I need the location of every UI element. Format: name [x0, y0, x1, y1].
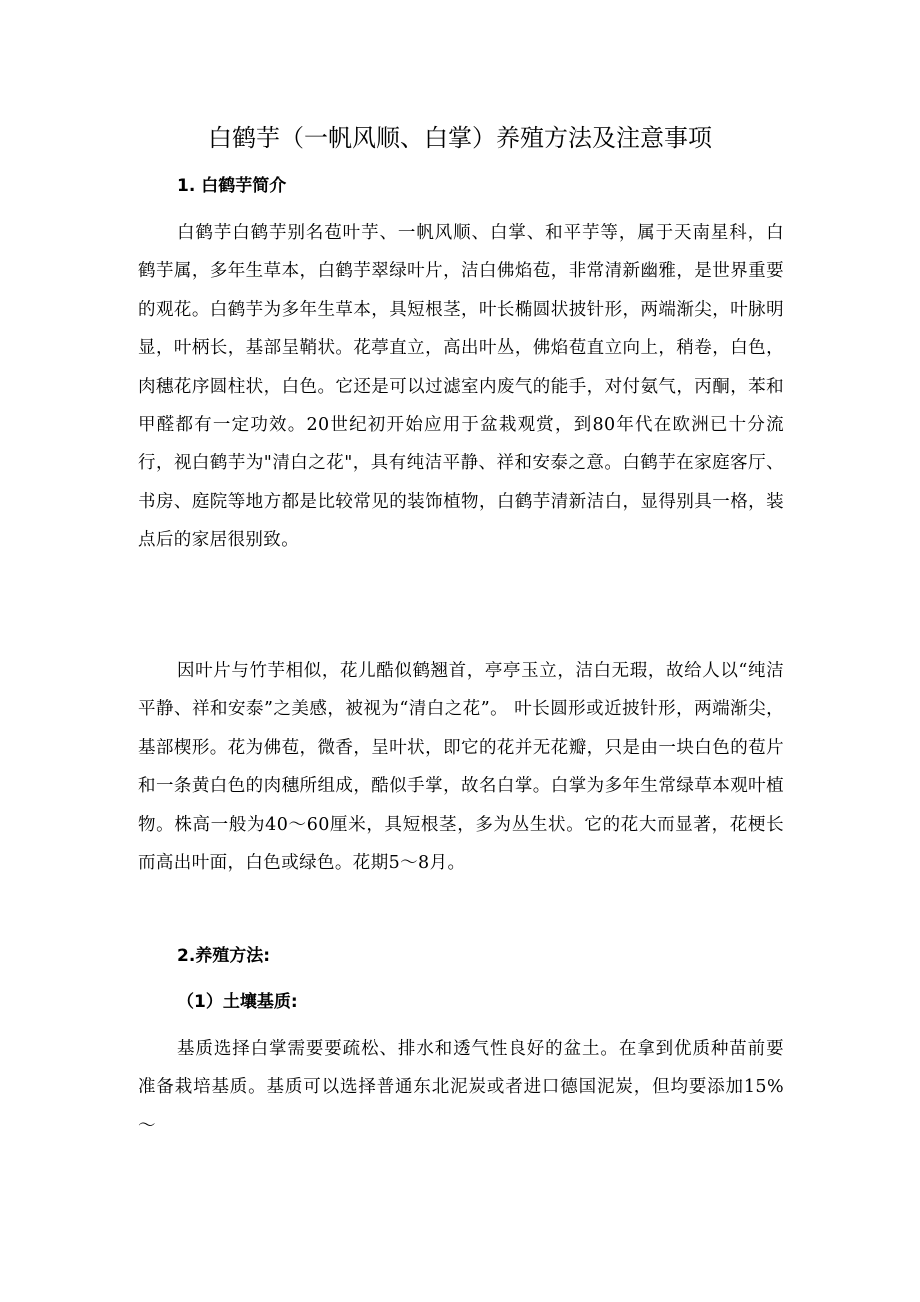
section-heading-cultivation: 2.养殖方法: — [177, 946, 271, 966]
intro-paragraph-1: 白鹤芋白鹤芋别名苞叶芋、一帆风顺、白掌、和平芋等，属于天南星科，白鹤芋属，多年生草本，白鹤芋翠绿叶片，洁白佛焰苞，非常清新幽雅，是世界重要的观花。白鹤芋为多年生草本，具短根茎，叶长椭圆状披针形，两端渐尖，叶脉明显，叶柄长，基部呈鞘状。花葶直立，高出叶丛，佛焰苞直立向上，稍卷，白色，肉穗花序圆柱状，白色。它还是可以过滤室内废气的能手，对付氨气，丙酮，苯和甲醛都有一定功效。20世纪初开始应用于盆栽观赏，到80年代在欧洲已十分流行，视白鹤芋为"清白之花"，具有纯洁平静、祥和安泰之意。白鹤芋在家庭客厅、书房、庭院等地方都是比较常见的装饰植物，白鹤芋清新洁白，显得别具一格，装点后的家居很别致。 — [138, 223, 784, 551]
intro-paragraph-2: 因叶片与竹芋相似，花儿酷似鹤翘首，亭亭玉立，洁白无瑕，故给人以“纯洁平静、祥和安泰”之美感，被视为“清白之花”。 叶长圆形或近披针形，两端渐尖，基部楔形。花为佛苞，微香，呈叶状，即它的花并无花瓣，只是由一块白色的苞片和一条黄白色的肉穗所组成，酷似手掌，故名白掌。白掌为多年生常绿草本观叶植物。株高一般为40～60厘米，具短根茎，多为丛生状。它的花大而显著，花梗长而高出叶面，白色或绿色。花期5～8月。 — [138, 661, 784, 874]
soil-paragraph: 基质选择白掌需要要疏松、排水和透气性良好的盆土。在拿到优质种苗前要准备栽培基质。基质可以选择普通东北泥炭或者进口德国泥炭，但均要添加15%～ — [138, 1039, 784, 1136]
subsection-heading-soil: （1）土壤基质: — [177, 992, 298, 1012]
section-heading-intro: 1. 白鹤芋简介 — [177, 176, 287, 196]
document-title: 白鹤芋（一帆风顺、白掌）养殖方法及注意事项 — [208, 124, 712, 152]
